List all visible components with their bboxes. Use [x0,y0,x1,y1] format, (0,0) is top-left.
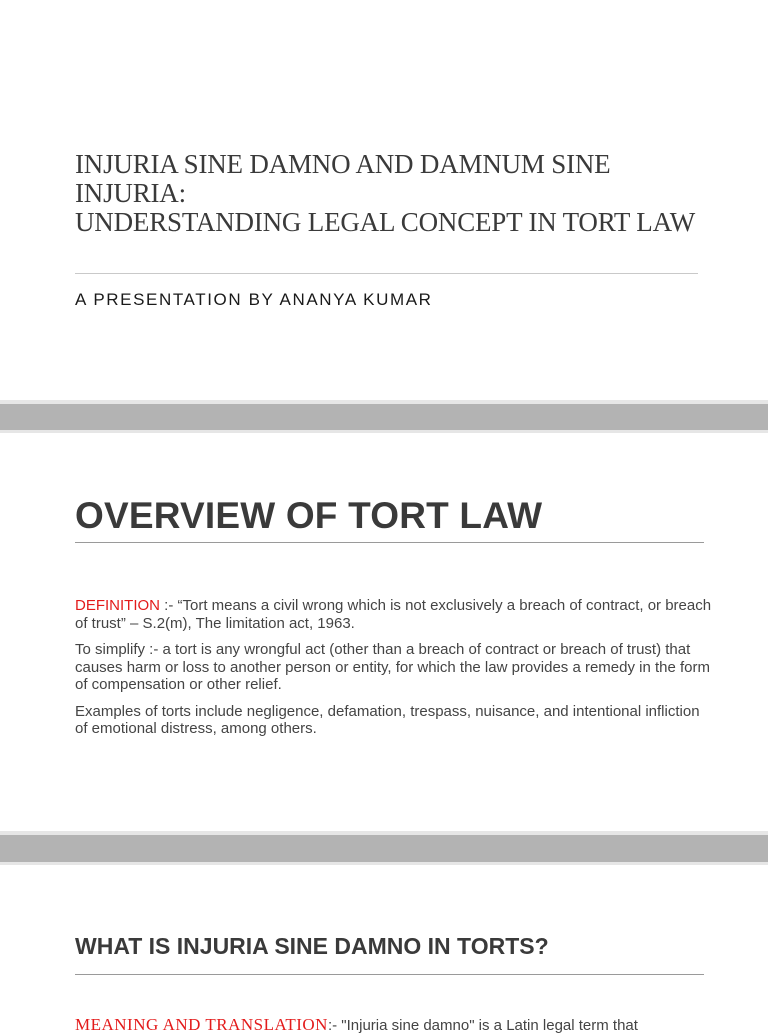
simplify-paragraph: To simplify :- a tort is any wrongful act (other than a breach of contract or breach of trust) that causes harm or loss to another person or entity, for which the law provides a remedy in the form of compensation or other relief. [75,641,711,693]
title-divider [75,542,704,543]
definition-label: DEFINITION [75,597,165,614]
presentation-title [75,150,745,237]
title-line: INJURIA SINE DAMNO AND DAMNUM SINE [75,149,611,179]
injuria-slide [0,865,768,1034]
meaning-label: MEANING AND TRANSLATION [75,1015,328,1034]
title-line: INJURIA: [75,178,186,208]
slide-separator [0,831,768,865]
slide-title: OVERVIEW OF TORT LAW [75,495,543,536]
examples-paragraph: Examples of torts include negligence, defamation, trespass, nuisance, and intentional infliction of emotional distress, among others. [75,702,700,737]
presentation-subtitle: A PRESENTATION BY ANANYA KUMAR [75,290,433,309]
title-divider [75,974,704,975]
title-slide [0,0,768,400]
meaning-text: :- "Injuria sine damno" is a Latin legal term that [327,1017,638,1034]
title-divider [75,273,698,274]
definition-text: :- “Tort means a civil wrong which is not exclusively a breach of contract, or breach of trust” – S.2(m), The limitation act, 1963. [75,597,712,632]
overview-slide [0,433,768,831]
meaning-paragraph [75,1016,638,1034]
definition-paragraph [75,597,715,632]
slide-body [75,597,715,747]
slide-title: WHAT IS INJURIA SINE DAMNO IN TORTS? [75,933,549,959]
slide-separator [0,400,768,433]
title-line: UNDERSTANDING LEGAL CONCEPT IN TORT LAW [75,207,695,237]
